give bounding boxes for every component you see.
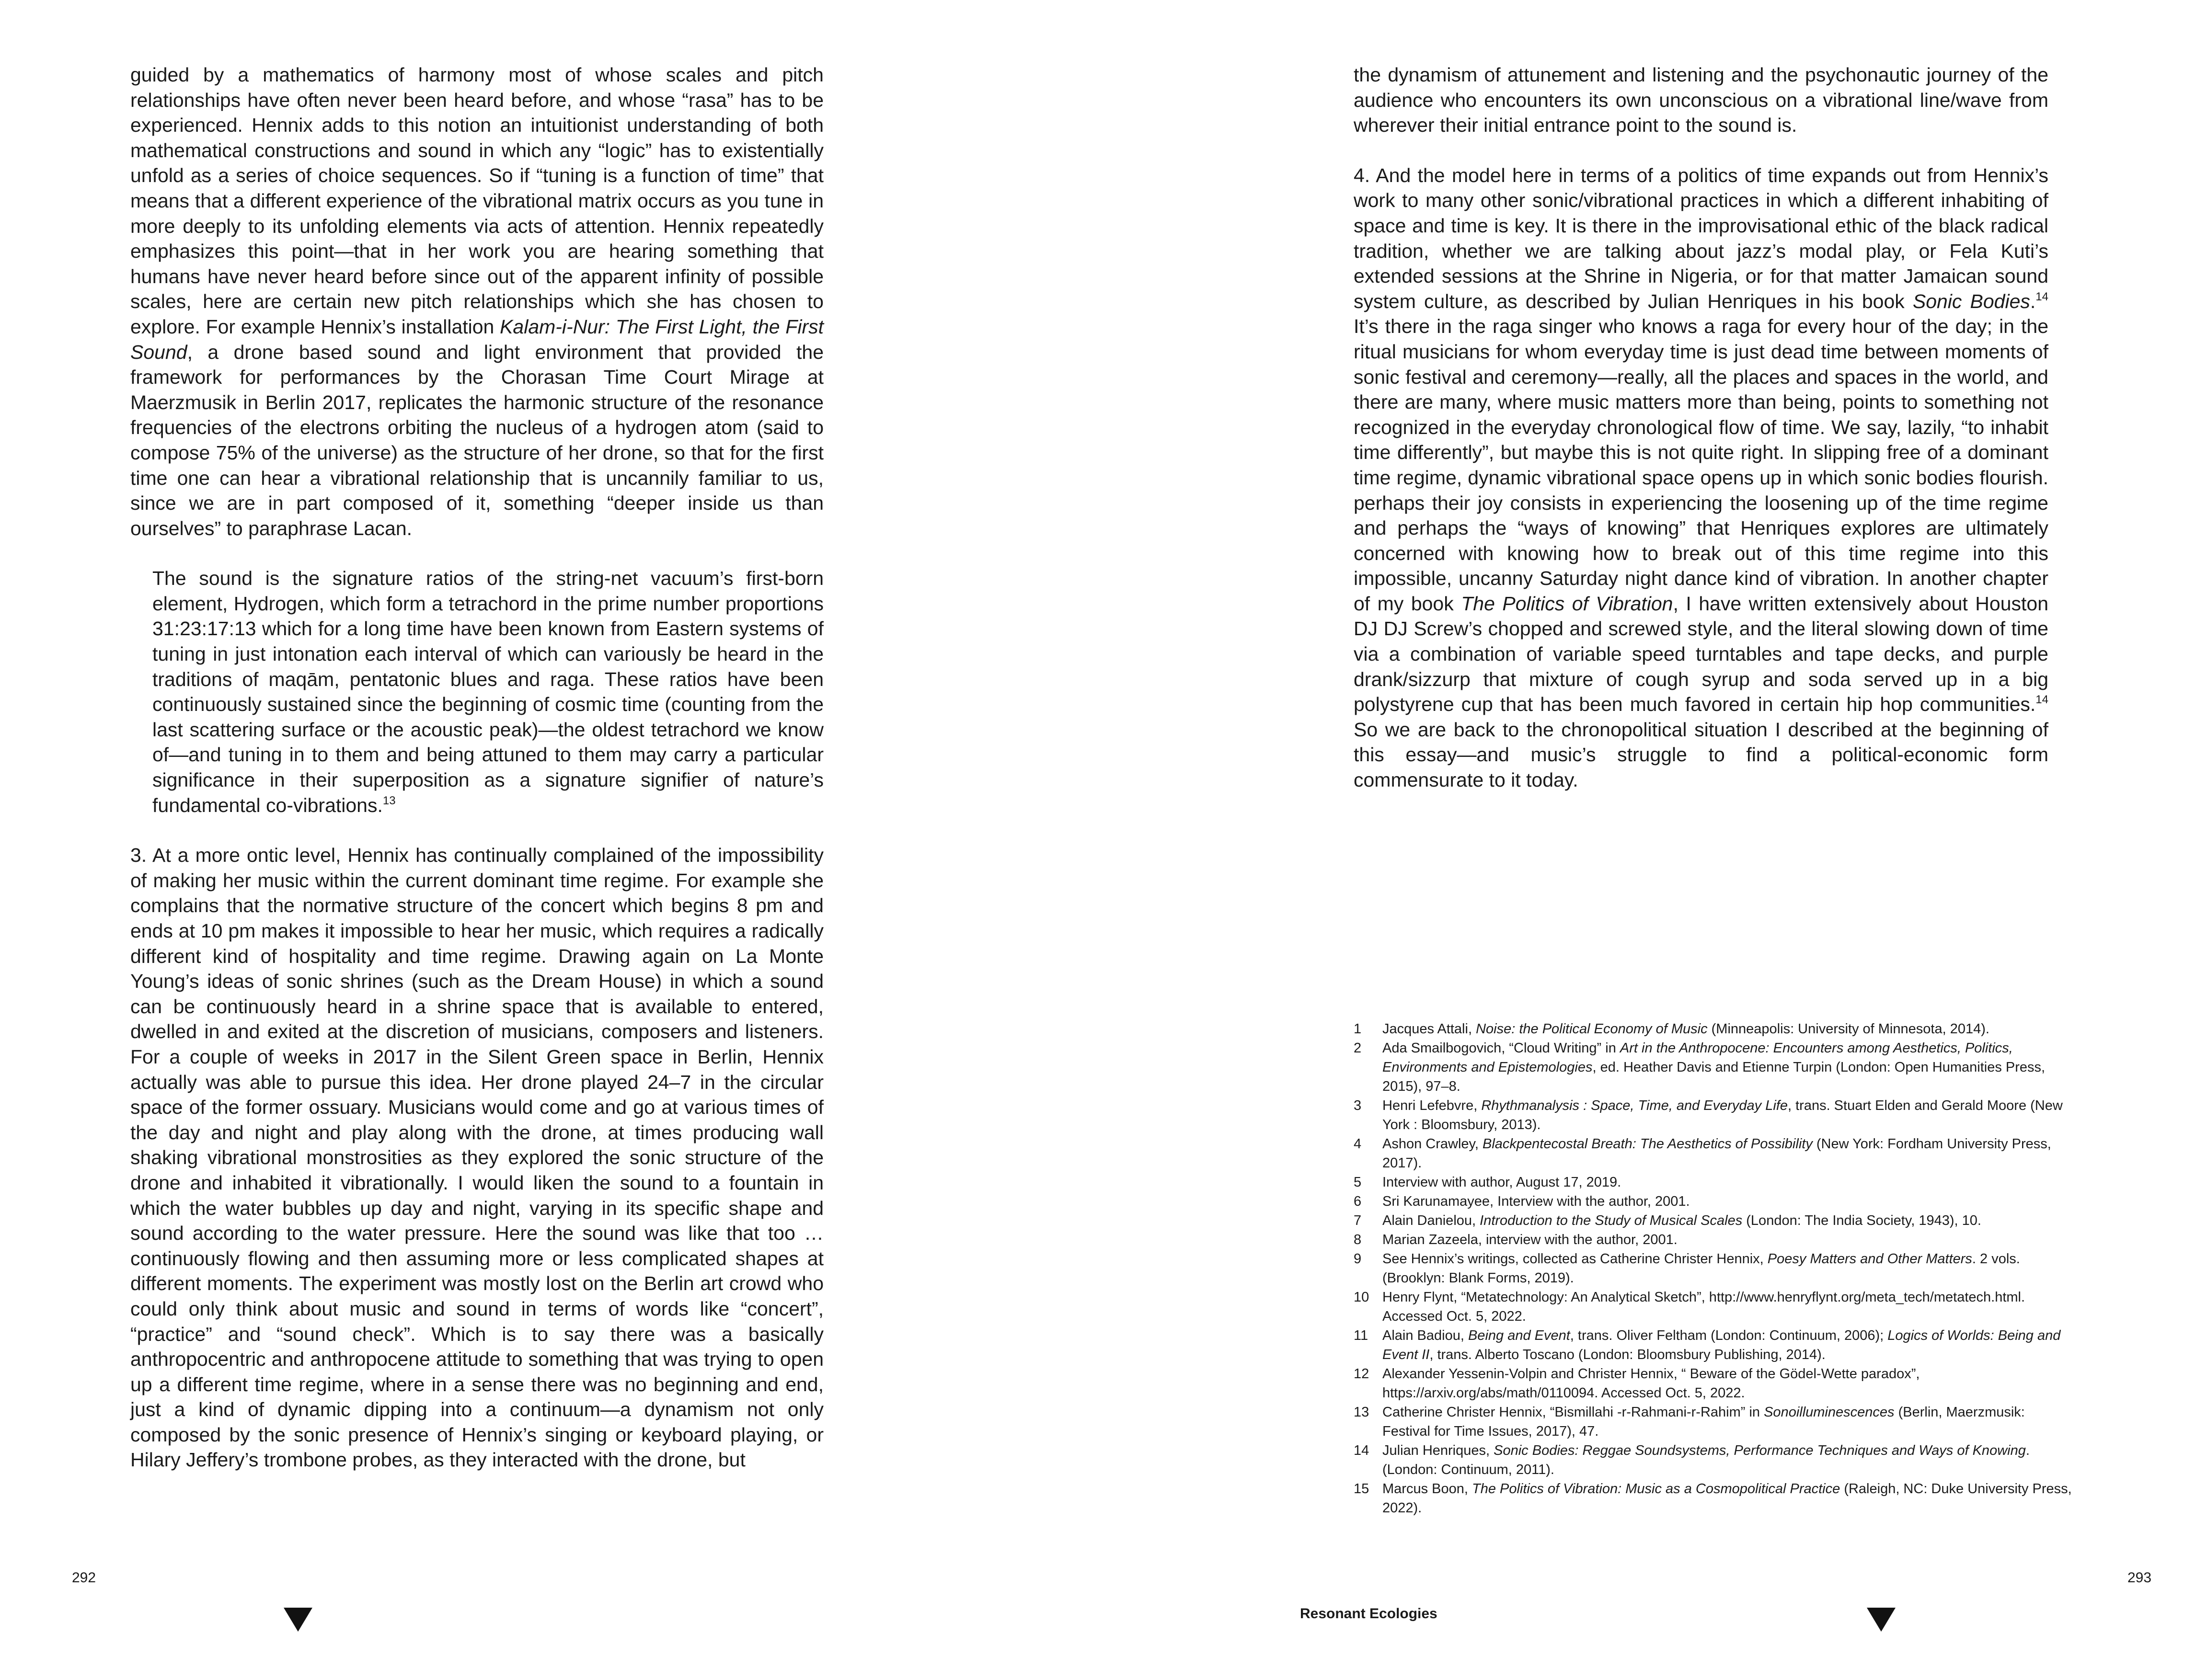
endnote-item: 5 Interview with author, August 17, 2019.	[1354, 1175, 1621, 1190]
page-number-left: 292	[72, 1570, 96, 1586]
note-ref-13[interactable]: 13	[382, 794, 396, 807]
endnotes-list	[1354, 1019, 2072, 1518]
installation-title: Kalam-i-Nur: The First Light, the First Sound	[130, 315, 824, 363]
right-paragraph-4: 4. And the model here in terms of a politics of time expands out from Hennix’s work to many other sonic/vibrational practices in which a different inhabiting of space and time is key. It is there in the improvisational ethic of the black radical tradition, whether we are talking about jazz’s modal play, or Fela Kuti’s extended sessions at the Shrine in Nigeria, or for that matter Jamaican sound system culture, as described by Julian Henriques in his book Sonic Bodies.$^{14}$ It’s there in the raga singer who knows a raga for every hour of the day; in the ritual musicians for whom everyday time is just dead time between moments of sonic festival and ceremony—really, all the places and spaces in the world, and there are many, where music matters more than being, points to something not recognized in the everyday chronological flow of time. We say, lazily, “to inhabit time differently”, but maybe this is not quite right. In slipping free of a dominant time regime, dynamic vibrational space opens up in which sonic bodies flourish. perhaps their joy consists in experiencing the loosening up of the time regime and perhaps the “ways of knowing” that Henriques explores are ultimately concerned with knowing how to break out of this time regime into this impossible, uncanny Saturday night dance kind of vibration. In another chapter of my book The Politics of Vibration, I have written extensively about Houston DJ DJ Screw’s chopped and screwed style, and the literal slowing down of time via a combination of variable speed turntables and tape decks, and purple drank/sizzurp that mixture of cough syrup and soda served up in a big polystyrene cup that has been much favored in certain hip hop communities.$^{14}$ So we are back to the chronopolitical situation I described at the beginning of this essay—and music’s struggle to find a political-economic form commensurate to it today.	[1354, 164, 2049, 791]
left-paragraph-1: guided by a mathematics of harmony most of whose scales and pitch relationships have often never been heard before, and whose “rasa” has to be experienced. Hennix adds to this notion an intuitionist understanding of both mathematical constructions and sound in which any “logic” has to existentially unfold as a series of choice sequences. So if “tuning is a function of time” that means that a different experience of the vibrational matrix occurs as you tune in more deeply to its unfolding elements via acts of attention. Hennix repeatedly emphasizes this point—that in her work you are hearing something that humans have never heard before since out of the apparent infinity of possible scales, here are certain new pitch relationships which she has chosen to explore. For example Hennix’s installation Kalam-i-Nur: The First Light, the First Sound, a drone based sound and light environment that provided the framework for performances by the Chorasan Time Court Mirage at Maerzmusik in Berlin 2017, replicates the harmonic structure of the resonance frequencies of the electrons orbiting the nucleus of a hydrogen atom (said to compose 75% of the universe) as the structure of her drone, so that for the first time one can hear a vibrational relationship that is uncannily familiar to us, since we are in part composed of it, something “deeper inside us than ourselves” to paraphrase Lacan.	[130, 64, 824, 539]
block-quote: The sound is the signature ratios of the string-net vacuum’s first-born element, Hydrogen, which form a tetrachord in the prime number proportions 31:23:17:13 which for a long time have been known from Eastern systems of tuning in just intonation each interval of which can variously be heard in the traditions of maqām, pentatonic blues and raga. These ratios have been continuously sustained since the beginning of cosmic time (counting from the last scattering surface or the acoustic peak)—the oldest tetrachord we know of—and tuning in to them and being attuned to them may carry a particular significance in their superposition as a signature signifier of nature’s fundamental co-vibrations.$^{13}$	[152, 567, 824, 816]
endnote-item: 15 Marcus Boon, The Politics of Vibration: Music as a Cosmopolitical Practice (Raleigh, NC: Duke University Press, 2022).	[1354, 1481, 2072, 1516]
left-text-column	[130, 62, 824, 1473]
sonic-bodies-title: Sonic Bodies	[1912, 290, 2030, 312]
right-text-column	[1354, 62, 2048, 793]
endnote-item: 1 Jacques Attali, Noise: the Political Economy of Music (Minneapolis: University of Minnesota, 2014).	[1354, 1021, 1989, 1037]
endnote-item: 10 Henry Flynt, “Metatechnology: An Analytical Sketch”, http://www.henryflynt.org/meta_tech/metatech.html. Accessed Oct. 5, 2022.	[1354, 1290, 2025, 1324]
endnote-item: 14 Julian Henriques, Sonic Bodies: Reggae Soundsystems, Performance Techniques and Ways of Knowing. (London: Continuum, 2011).	[1354, 1443, 2030, 1477]
right-paragraph-1: the dynamism of attunement and listening and the psychonautic journey of the audience who encounters its own unconscious on a vibrational line/wave from wherever their initial entrance point to the sound is.	[1354, 64, 2048, 137]
endnote-item: 9 See Hennix’s writings, collected as Catherine Christer Hennix, Poesy Matters and Other Matters. 2 vols. (Brooklyn: Blank Forms, 2019).	[1354, 1251, 2020, 1286]
endnote-item: 12 Alexander Yessenin-Volpin and Christer Hennix, “ Beware of the Gödel-Wette paradox”, https://arxiv.org/abs/math/0110094. Accessed Oct. 5, 2022.	[1354, 1366, 1920, 1401]
endnote-item: 6 Sri Karunamayee, Interview with the author, 2001.	[1354, 1194, 1690, 1209]
note-ref-14a[interactable]: 14	[2035, 290, 2048, 303]
politics-of-vibration-title: The Politics of Vibration	[1461, 592, 1673, 615]
note-ref-14b[interactable]: 14	[2035, 693, 2048, 707]
endnote-item: 11 Alain Badiou, Being and Event, trans. Oliver Feltham (London: Continuum, 2006); Logics of Worlds: Being and Event II, trans. Alberto Toscano (London: Bloomsbury Publishing, 2014).	[1354, 1328, 2061, 1362]
triangle-down-icon	[1867, 1608, 1896, 1632]
running-head: Resonant Ecologies	[1300, 1606, 1437, 1622]
endnote-item: 13 Catherine Christer Hennix, “Bismillahi -r-Rahmani-r-Rahim” in Sonoilluminescences (Berlin, Maerzmusik: Festival for Time Issues, 2017), 47.	[1354, 1405, 2025, 1439]
endnote-item: 7 Alain Danielou, Introduction to the Study of Musical Scales (London: The India Society, 1943), 10.	[1354, 1213, 1981, 1228]
endnote-item: 2 Ada Smailbogovich, “Cloud Writing” in Art in the Anthropocene: Encounters among Aesthetics, Politics, Environments and Epistemologies, ed. Heather Davis and Etienne Turpin (London: Open Humanities Press, 2015), 97–8.	[1354, 1040, 2046, 1094]
left-paragraph-3: 3. At a more ontic level, Hennix has continually complained of the impossibility of making her music within the current dominant time regime. For example she complains that the normative structure of the concert which begins 8 pm and ends at 10 pm makes it impossible to hear her music, which requires a radically different kind of hospitality and time regime. Drawing again on La Monte Young’s ideas of sonic shrines (such as the Dream House) in which a sound can be continuously heard in a shrine space that is available to entered, dwelled in and exited at the discretion of musicians, composers and listeners. For a couple of weeks in 2017 in the Silent Green space in Berlin, Hennix actually was able to pursue this idea. Her drone played 24–7 in the circular space of the former ossuary. Musicians would come and go at various times of the day and night and play along with the drone, at times producing wall shaking vibrational monstrosities as they explored the sonic structure of the drone and inhabited it vibrationally. I would liken the sound to a fountain in which the water bubbles up day and night, varying in its specific shape and sound according to the water pressure. Here the sound was like that too … continuously flowing and then assuming more or less complicated shapes at different moments. The experiment was mostly lost on the Berlin art crowd who could only think about music and sound in terms of words like “concert”, “practice” and “sound check”. Which is to say there was a basically anthropocentric and anthropocene attitude to something that was trying to open up a different time regime, where in a sense there was no beginning and end, just a kind of dynamic dipping into a continuum—a dynamism not only composed by the sonic presence of Hennix’s singing or keyboard playing, or Hilary Jeffery’s trombone probes, as they interacted with the drone, but	[130, 844, 824, 1471]
triangle-down-icon	[284, 1608, 312, 1632]
endnote-item: 8 Marian Zazeela, interview with the author, 2001.	[1354, 1232, 1678, 1247]
endnote-item: 3 Henri Lefebvre, Rhythmanalysis : Space, Time, and Everyday Life, trans. Stuart Elden and Gerald Moore (New York : Bloomsbury, 2013).	[1354, 1098, 2063, 1132]
endnote-item: 4 Ashon Crawley, Blackpentecostal Breath: The Aesthetics of Possibility (New York: Fordham University Press, 2017).	[1354, 1136, 2051, 1171]
page-number-right: 293	[2127, 1570, 2152, 1586]
